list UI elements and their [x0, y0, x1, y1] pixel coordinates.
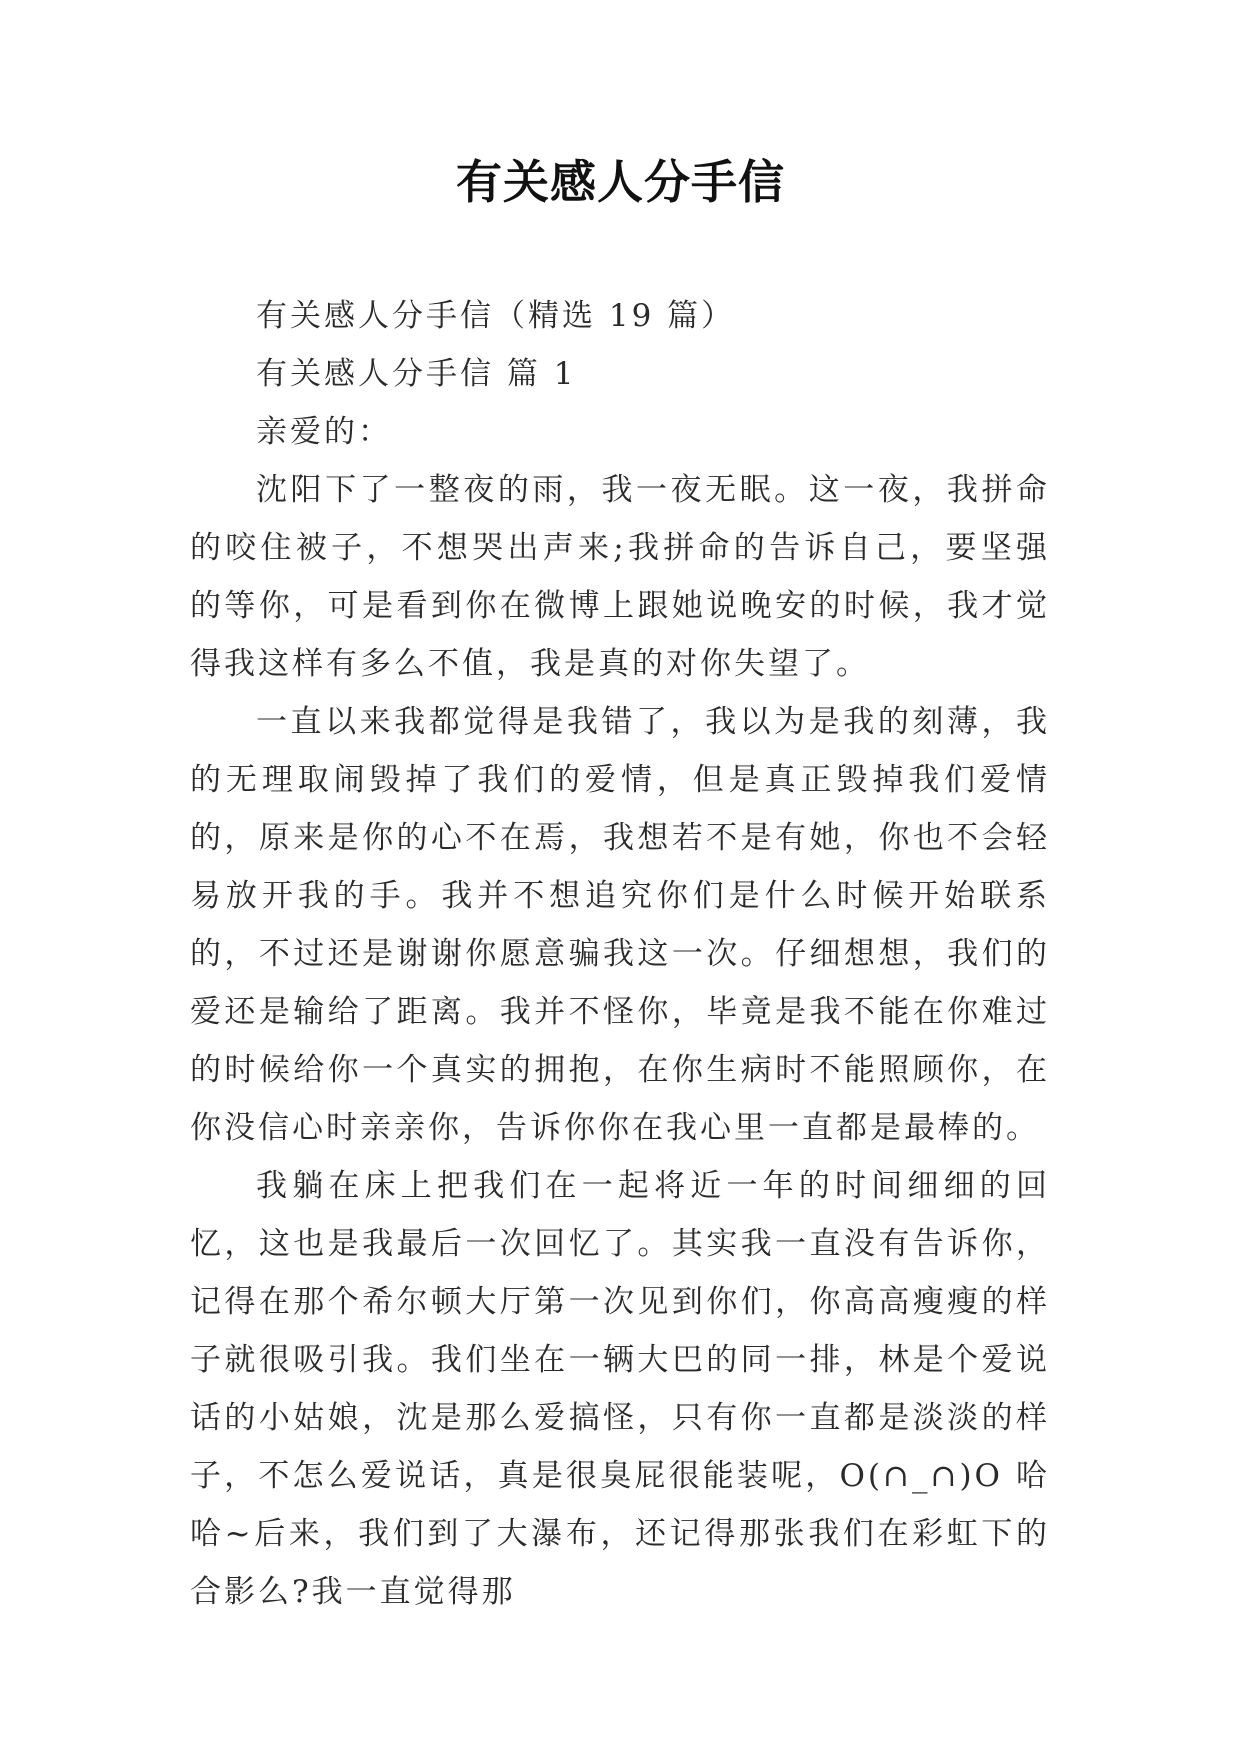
document-title: 有关感人分手信	[456, 155, 785, 209]
letter-paragraph: 我躺在床上把我们在一起将近一年的时间细细的回忆，这也是我最后一次回忆了。其实我一直没有告诉你，记得在那个希尔顿大厅第一次见到你们，你高高瘦瘦的样子就很吸引我。我们坐在一辆大巴的同一排，林是个爱说话的小姑娘，沈是那么爱搞怪，只有你一直都是淡淡的样子，不怎么爱说话，真是很臭屁很能装呢，O(∩_∩)O 哈哈~后来，我们到了大瀑布，还记得那张我们在彩虹下的合影么?我一直觉得那	[190, 1168, 1050, 1610]
document-body	[190, 287, 1050, 1621]
document-subtitle: 有关感人分手信（精选 19 篇）	[256, 298, 736, 334]
salutation: 亲爱的：	[256, 414, 392, 450]
letter-paragraph: 一直以来我都觉得是我错了，我以为是我的刻薄，我的无理取闹毁掉了我们的爱情，但是真正毁掉我们爱情的，原来是你的心不在焉，我想若不是有她，你也不会轻易放开我的手。我并不想追究你们是什么时候开始联系的，不过还是谢谢你愿意骗我这一次。仔细想想，我们的爱还是输给了距离。我并不怪你，毕竟是我不能在你难过的时候给你一个真实的拥抱，在你生病时不能照顾你，在你没信心时亲亲你，告诉你你在我心里一直都是最棒的。	[190, 704, 1050, 1146]
letter-paragraph: 沈阳下了一整夜的雨，我一夜无眠。这一夜，我拼命的咬住被子，不想哭出声来;我拼命的告诉自己，要坚强的等你，可是看到你在微博上跟她说晚安的时候，我才觉得我这样有多么不值，我是真的对你失望了。	[190, 472, 1050, 682]
section-heading: 有关感人分手信 篇 1	[256, 356, 577, 392]
